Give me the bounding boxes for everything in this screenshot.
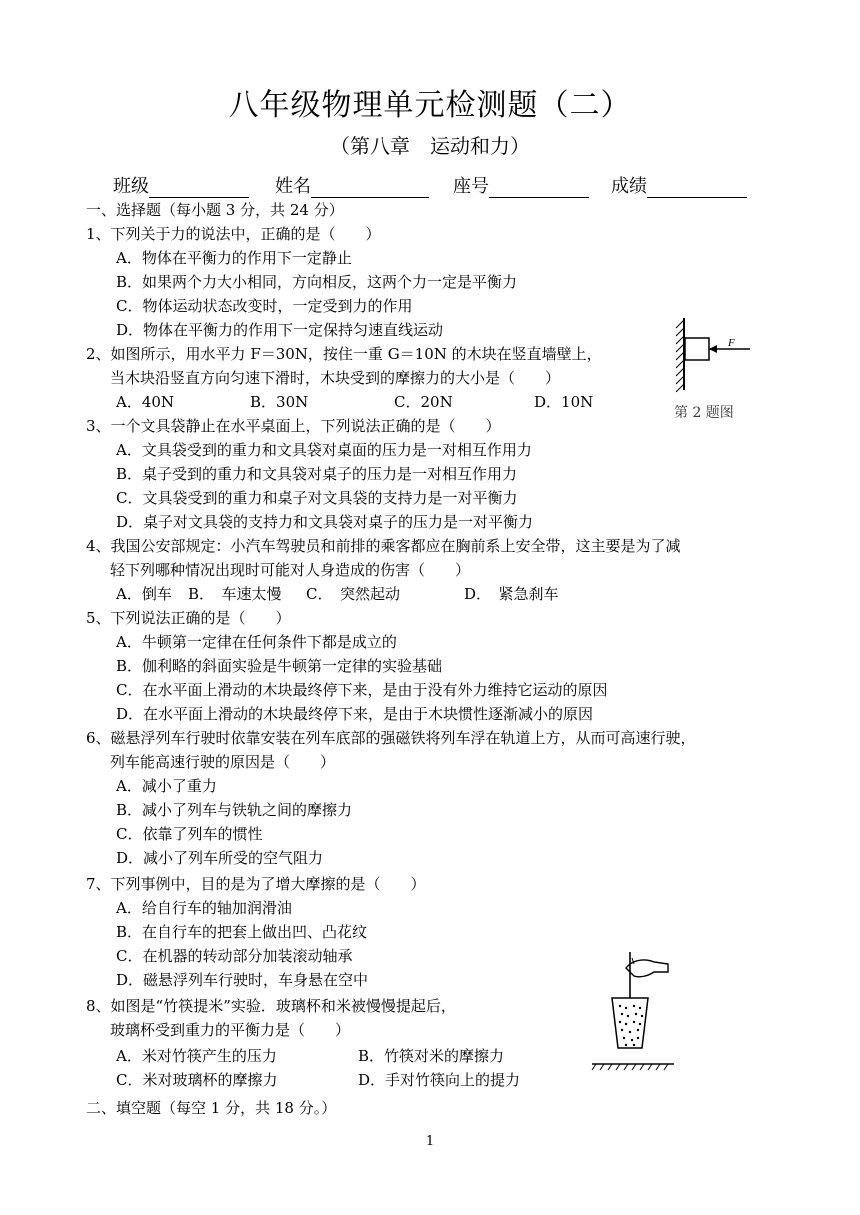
q2-stem-line2: 当木块沿竖直方向匀速下滑时，木块受到的摩擦力的大小是（ ） <box>110 369 561 387</box>
section1-heading: 一、选择题（每小题 3 分，共 24 分） <box>86 201 344 219</box>
name-blank[interactable] <box>311 179 429 198</box>
q6-option-d: D．减小了列车所受的空气阻力 <box>116 849 324 867</box>
name-field[interactable] <box>275 172 429 198</box>
q1-option-d: D．物体在平衡力的作用下一定保持匀速直线运动 <box>116 321 444 339</box>
page-subtitle: （第八章 运动和力） <box>330 134 530 158</box>
q7-option-b: B．在自行车的把套上做出凹、凸花纹 <box>116 923 368 941</box>
q8-option-c: C．米对玻璃杯的摩擦力 <box>116 1071 278 1089</box>
q2-figure-caption: 第 2 题图 <box>674 405 734 421</box>
q2-stem-line1: 2、如图所示，用水平力 F＝30N，按住一重 G＝10N 的木块在竖直墙壁上， <box>86 345 602 363</box>
q5-option-d: D．在水平面上滑动的木块最终停下来，是由于木块惯性逐渐减小的原因 <box>116 705 594 723</box>
q7-stem: 7、下列事例中，目的是为了增大摩擦的是（ ） <box>86 875 426 893</box>
section2-heading: 二、填空题（每空 1 分，共 18 分。） <box>86 1099 337 1117</box>
q3-option-c: C．文具袋受到的重力和桌子对文具袋的支持力是一对平衡力 <box>116 489 518 507</box>
q3-option-d: D．桌子对文具袋的支持力和文具袋对桌子的压力是一对平衡力 <box>116 513 534 531</box>
q1-stem: 1、下列关于力的说法中，正确的是（ ） <box>86 225 381 243</box>
q8-figure <box>588 950 678 1072</box>
q4-option-c: C． 突然起动 <box>306 585 400 603</box>
q2-option-a: A．40N <box>116 393 175 411</box>
score-label: 成绩 <box>611 176 647 197</box>
q7-option-d: D．磁悬浮列车行驶时，车身悬在空中 <box>116 971 369 989</box>
q8-option-a: A．米对竹筷产生的压力 <box>116 1047 277 1065</box>
q2-figure <box>672 316 756 396</box>
q6-option-a: A．减小了重力 <box>116 777 217 795</box>
q1-option-c: C．物体运动状态改变时，一定受到力的作用 <box>116 297 413 315</box>
seat-field[interactable] <box>453 172 589 198</box>
q5-option-a: A．牛顿第一定律在任何条件下都是成立的 <box>116 633 397 651</box>
q4-stem-line1: 4、我国公安部规定：小汽车驾驶员和前排的乘客都应在胸前系上安全带，这主要是为了减 <box>86 537 681 555</box>
q7-option-c: C．在机器的转动部分加装滚动轴承 <box>116 947 353 965</box>
q8-stem-line1: 8、如图是“竹筷提米”实验．玻璃杯和米被慢慢提起后， <box>86 997 456 1015</box>
q6-stem-line2: 列车能高速行驶的原因是（ ） <box>110 753 336 771</box>
q8-option-d: D．手对竹筷向上的提力 <box>358 1071 521 1089</box>
page-number: 1 <box>425 1134 435 1149</box>
q7-option-a: A．给自行车的轴加润滑油 <box>116 899 292 917</box>
class-label: 班级 <box>113 176 149 197</box>
class-field[interactable] <box>113 172 249 198</box>
page-title: 八年级物理单元检测题（二） <box>228 88 632 123</box>
q4-option-a: A．倒车 <box>116 585 172 603</box>
q4-option-d: D． 紧急刹车 <box>464 585 559 603</box>
q6-option-c: C．依靠了列车的惯性 <box>116 825 263 843</box>
seat-label: 座号 <box>453 176 489 197</box>
seat-blank[interactable] <box>489 179 589 198</box>
q5-option-b: B．伽利略的斜面实验是牛顿第一定律的实验基础 <box>116 657 443 675</box>
q4-stem-line2: 轻下列哪种情况出现时可能对人身造成的伤害（ ） <box>110 561 471 579</box>
q5-option-c: C．在水平面上滑动的木块最终停下来，是由于没有外力维持它运动的原因 <box>116 681 608 699</box>
q3-option-b: B．桌子受到的重力和文具袋对桌子的压力是一对相互作用力 <box>116 465 518 483</box>
q3-option-a: A．文具袋受到的重力和文具袋对桌面的压力是一对相互作用力 <box>116 441 532 459</box>
q2-option-c: C．20N <box>394 393 453 411</box>
q1-option-b: B．如果两个力大小相同，方向相反，这两个力一定是平衡力 <box>116 273 518 291</box>
q4-option-b: B． 车速太慢 <box>188 585 282 603</box>
force-label: F <box>728 337 735 349</box>
score-blank[interactable] <box>647 179 747 198</box>
q2-option-d: D．10N <box>534 393 594 411</box>
q1-option-a: A．物体在平衡力的作用下一定静止 <box>116 249 352 267</box>
q6-stem-line1: 6、磁悬浮列车行驶时依靠安装在列车底部的强磁铁将列车浮在轨道上方，从而可高速行驶， <box>86 729 696 747</box>
name-label: 姓名 <box>275 176 311 197</box>
class-blank[interactable] <box>149 179 249 198</box>
q6-option-b: B．减小了列车与铁轨之间的摩擦力 <box>116 801 353 819</box>
q3-stem: 3、一个文具袋静止在水平桌面上，下列说法正确的是（ ） <box>86 417 501 435</box>
q8-stem-line2: 玻璃杯受到重力的平衡力是（ ） <box>110 1021 351 1039</box>
q5-stem: 5、下列说法正确的是（ ） <box>86 609 291 627</box>
score-field[interactable] <box>611 172 747 198</box>
q8-option-b: B．竹筷对米的摩擦力 <box>358 1047 505 1065</box>
q2-option-b: B．30N <box>250 393 309 411</box>
